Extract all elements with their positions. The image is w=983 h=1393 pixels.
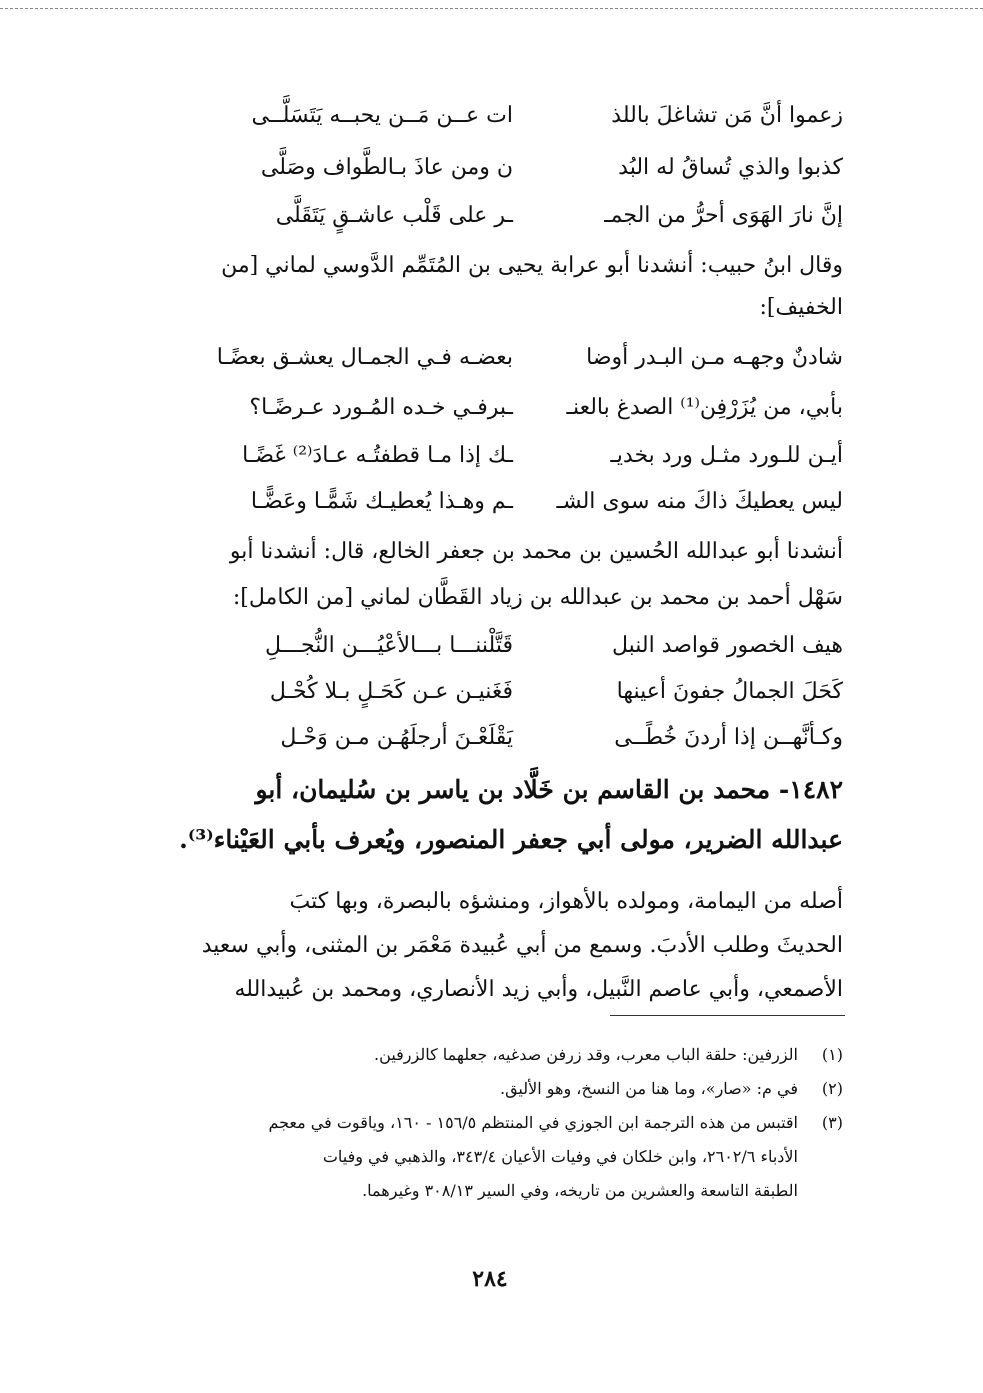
paragraph-line: سَهْل أحمد بن محمد بن عبدالله بن زياد القَطَّان لماني [من الكامل]: (232, 585, 843, 610)
verse-first-hemistich: بأبي، من يُزَرْفِن⁽¹⁾ الصدغ بالعنـ (566, 395, 843, 420)
verse-first-hemistich: كَحَلَ الجمالُ جفونَ أعينها (616, 679, 843, 704)
page-number: ٢٨٤ (472, 1266, 508, 1292)
verse-second-hemistich: ـبرفـي خـده المُـورد عـرضًـا؟ (249, 395, 513, 420)
verse-first-hemistich: شادنٌ وجهـه مـن البـدر أوضا (586, 345, 843, 370)
paragraph-line: وقال ابنُ حبيب: أنشدنا أبو عرابة يحيى بن المُتَمِّم الدَّوسي لماني [من (221, 253, 843, 278)
verse-line (143, 386, 843, 430)
footnote-number: (٣) (821, 1113, 843, 1132)
verse-first-hemistich: هيف الخصور قواصد النبل (611, 633, 843, 658)
verse-first-hemistich: كذبوا والذي تُساقُ له البُد (618, 155, 843, 180)
verse-first-hemistich: وكـأنَّهــن إذا أردنَ خُطًــى (614, 725, 843, 750)
verse-line (143, 670, 843, 714)
verse-second-hemistich: ـم وهـذا يُعطيـك شَمًّـا وعَضًّـا (250, 489, 513, 514)
paragraph-line: أصله من اليمامة، ومولده بالأهواز، ومنشؤه بالبصرة، وبها كتبَ (289, 889, 843, 914)
footnote (135, 1108, 843, 1138)
footnote-text: في م: «صار»، وما هنا من النسخ، وهو الأليق. (499, 1079, 798, 1098)
scan-top-edge (0, 8, 983, 9)
footnote-text: اقتبس من هذه الترجمة ابن الجوزي في المنتظم ١٥٦/٥ - ١٦٠، وياقوت في معجم (268, 1113, 798, 1132)
paragraph-line: الأصمعي، وأبي عاصم النَّبيل، وأبي زيد الأنصاري، ومحمد بن عُبيدالله (234, 977, 843, 1002)
verse-second-hemistich: ـر على قَلْب عاشـقٍ يَتَقَلَّى (275, 203, 513, 228)
footnote-continuation (135, 1142, 843, 1172)
verse-second-hemistich: فَغَنيـن عـن كَحَـلٍ بـلا كُحْـل (269, 679, 513, 704)
verse-first-hemistich: ليس يعطيكَ ذاكَ منه سوى الشـ (556, 489, 843, 514)
footnote (135, 1074, 843, 1104)
verse-second-hemistich: يَقْلَعْـنَ أرجلَهُـن مـن وَحْـل (280, 725, 513, 750)
verse-second-hemistich: بعضـه فـي الجمـال يعشـق بعضًـا (216, 345, 513, 370)
footnote-text: الزرفين: حلقة الباب معرب، وقد زرفن صدغيه، جعلهما كالزرفين. (374, 1045, 798, 1064)
verse-first-hemistich: إنَّ نارَ الهَوَى أحرُّ من الجمـ (604, 203, 843, 228)
footnote-text: الطبقة التاسعة والعشرين من تاريخه، وفي السير ٣٠٨/١٣ وغيرهما. (362, 1181, 798, 1200)
footnote (135, 1040, 843, 1070)
verse-line (143, 146, 843, 190)
verse-line (143, 480, 843, 524)
paragraph-line: أنشدنا أبو عبدالله الحُسين بن محمد بن جعفر الخالع، قال: أنشدنا أبو (229, 539, 843, 564)
verse-line (143, 716, 843, 760)
entry-heading: عبدالله الضرير، مولى أبي جعفر المنصور، ويُعرف بأبي العَيْناء⁽³⁾. (179, 825, 843, 854)
verse-first-hemistich: زعموا أنَّ مَن تشاغلَ باللذ (611, 103, 843, 128)
verse-line (143, 94, 843, 138)
verse-second-hemistich: ـك إذا مـا قطفتُـه عـادَ⁽²⁾ غَضًـا (242, 443, 513, 468)
verse-second-hemistich: ن ومن عاذَ بـالطَّواف وصَلَّى (260, 155, 513, 180)
footnote-continuation (135, 1176, 843, 1206)
entry-heading: ١٤٨٢- محمد بن القاسم بن خَلَّاد بن ياسر بن سُليمان، أبو (255, 775, 843, 804)
verse-line (143, 434, 843, 478)
paragraph-line: الحديثَ وطلب الأدبَ. وسمع من أبي عُبيدة مَعْمَر بن المثنى، وأبي سعيد (201, 933, 843, 958)
paragraph-line: الخفيف]: (759, 295, 843, 320)
verse-first-hemistich: أيـن للـورد مثـل ورد بخديـ (610, 443, 843, 468)
verse-second-hemistich: ات عــن مَــن يحبــه يَتَسَلَّــى (251, 103, 513, 128)
footnote-separator (610, 1015, 845, 1016)
verse-line (143, 624, 843, 668)
footnote-number: (١) (821, 1045, 843, 1064)
footnote-text: الأدباء ٢٦٠٢/٦، وابن خلكان في وفيات الأعيان ٣٤٣/٤، والذهبي في وفيات (322, 1147, 798, 1166)
footnote-number: (٢) (821, 1079, 843, 1098)
verse-line (143, 194, 843, 238)
verse-second-hemistich: قَتَّلْننـــا بـــالأعْيُـــن النُّجـــلِ (265, 633, 513, 658)
verse-line (143, 336, 843, 380)
